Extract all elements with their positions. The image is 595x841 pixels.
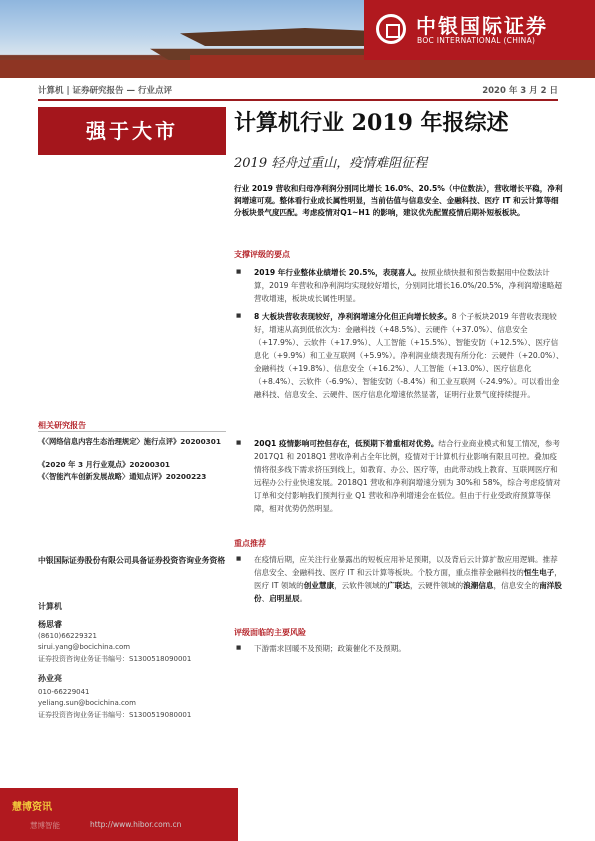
point-item-2	[234, 310, 564, 401]
related-reports-heading: 相关研究报告	[38, 421, 86, 430]
report-title: 计算机行业 2019 年报综述	[234, 110, 509, 136]
meta-divider	[38, 99, 558, 101]
stock-name: 浪潮信息	[463, 581, 494, 590]
related-report-link[interactable]: 《2020 年 3 月行业观点》20200301	[38, 460, 170, 469]
risk-item	[234, 642, 564, 655]
report-meta-row	[38, 82, 558, 99]
related-report-link[interactable]: 《〈智能汽车创新发展战略〉通知点评》20200223	[38, 472, 207, 481]
point-body: 按照业绩快报和预告数据用中位数法计算，2019 年营收和净利润均实现较好增长，分别同比增长16.0%/20.5%，净利润增速略超营收增速，板块成长属性明显。	[254, 268, 562, 303]
boc-logo-icon	[376, 14, 406, 44]
analyst-name: 孙业亮	[38, 674, 62, 683]
related-report-link[interactable]: 《〈网络信息内容生态治理规定〉施行点评》20200301	[38, 437, 221, 446]
point-item-1	[234, 266, 564, 305]
report-subtitle: 2019 轻舟过重山，疫情难阻征程	[234, 156, 428, 171]
stock-name: 创业慧康	[303, 581, 335, 590]
brand-name-en: BOC INTERNATIONAL (CHINA)	[417, 36, 536, 45]
recommend-text: 。	[299, 594, 308, 603]
point-item-3	[234, 437, 564, 515]
risk-heading: 评级面临的主要风险	[234, 628, 306, 637]
analyst-sector: 计算机	[38, 602, 62, 611]
analyst-license: 证券投资咨询业务证书编号：S1300518090001	[38, 655, 192, 663]
rating-badge: 强于大市	[38, 107, 226, 155]
point-body: 8 个子板块2019 年营收表现较好，增速从高到低依次为：金融科技（+48.5%）、云硬件（+37.0%）、信息安全（+17.9%）、云软件（+17.9%）、人工智能（+15.5%）、智能安防（+12.5%）、医疗信息化（+9.9%）和工业互联网（+5.9%）。净利润业绩表现有所分化：云硬件（+20.0%）、金融科技（+19.8%）、信息安全（+16.2%）、人工智能（+13.0%）、医疗信息化（+8.4%）、云软件（-6.9%）、智能安防（-8.4%）和工业互联网（-24.9%）。可以看出金融科技、信息安全、云硬件、医疗信息化增速依然显著，证明行业景气度持续提升。	[254, 312, 564, 399]
report-category: 计算机 | 证券研究报告 — 行业点评	[38, 86, 172, 96]
recommend-text: 在疫情后期，应关注行业暴露出的短板应用补足预期，以及背后云计算扩散应用逻辑。推荐信息安全、金融科技、医疗 IT 和云计算等板块。个股方面，重点推荐金融科技的	[254, 555, 558, 577]
recommend-heading: 重点推荐	[234, 539, 266, 548]
analyst-license: 证券投资咨询业务证书编号：S1300519080001	[38, 711, 192, 719]
recommend-item	[234, 553, 564, 605]
header-banner	[0, 0, 595, 78]
analyst-email[interactable]: sirui.yang@bocichina.com	[38, 643, 131, 651]
analyst-phone: 010-66229041	[38, 688, 90, 696]
recommend-text: ，医疗 IT 领域的	[254, 568, 562, 590]
recommend-text: ，云软件领域的	[334, 581, 388, 590]
points-heading: 支撑评级的要点	[234, 250, 290, 259]
footer-logo: 慧博资讯	[12, 802, 52, 813]
analyst-phone: (8610)66229321	[38, 632, 97, 640]
point-lead: 20Q1 疫情影响可控但存在，低预期下着重相对优势。	[254, 439, 439, 448]
point-lead: 8 大板块营收表现较好，净利润增速分化但正向增长较多。	[254, 312, 452, 321]
analyst-email[interactable]: yeliang.sun@bocichina.com	[38, 699, 136, 707]
risk-text: 下游需求回暖不及预期；政策催化不及预期。	[254, 644, 406, 653]
footer-site-label: 慧博智能	[30, 821, 60, 830]
company-qualification: 中银国际证券股份有限公司具备证券投资咨询业务资格	[38, 556, 226, 565]
related-reports-divider	[38, 431, 226, 432]
stock-name: 南洋股份	[254, 581, 562, 603]
recommend-text: ，云硬件领域的	[410, 581, 464, 590]
recommend-text: 、	[261, 594, 270, 603]
stock-name: 恒生电子	[523, 568, 555, 577]
stock-name: 广联达	[387, 581, 410, 590]
analyst-name: 杨思睿	[38, 620, 62, 629]
recommend-text: ，信息安全的	[493, 581, 540, 590]
footer-watermark-bar	[0, 788, 238, 841]
report-summary: 行业 2019 营收和归母净利润分别同比增长 16.0%、20.5%（中位数法），营收增长平稳，净利润增速可观。整体看行业成长属性明显，当前估值与信息安全、金融科技、医疗 IT 和云计算等细分板块景气度匹配。考虑疫情对Q1~H1 的影响，建议优先配置疫情后期补短板板块。	[234, 184, 563, 217]
point-body: 结合行业商业模式和复工情况，参考 2017Q1 和 2018Q1 营收净利占全年比例，疫情对于计算机行业影响有限且可控。叠加疫情将很多线下需求挤压到线上，如教育、办公、医疗等，由此带动线上教育、互联网医疗和远程办公行业快速发展。2018Q1 营收和净利润增速分别为 30%和 58%，综合考虑疫情对订单和交付影响我们预判行业 Q1 营收和净利增速会在低位。但由于行业受政府预算等保障，相对优势仍然明显。	[254, 439, 561, 513]
stock-name: 启明星辰	[269, 594, 300, 603]
point-lead: 2019 年行业整体业绩增长 20.5%，表现喜人。	[254, 268, 421, 277]
footer-site-link[interactable]: http://www.hibor.com.cn	[90, 820, 182, 829]
brand-name-cn: 中银国际证券	[416, 14, 548, 38]
report-date: 2020 年 3 月 2 日	[482, 86, 558, 96]
